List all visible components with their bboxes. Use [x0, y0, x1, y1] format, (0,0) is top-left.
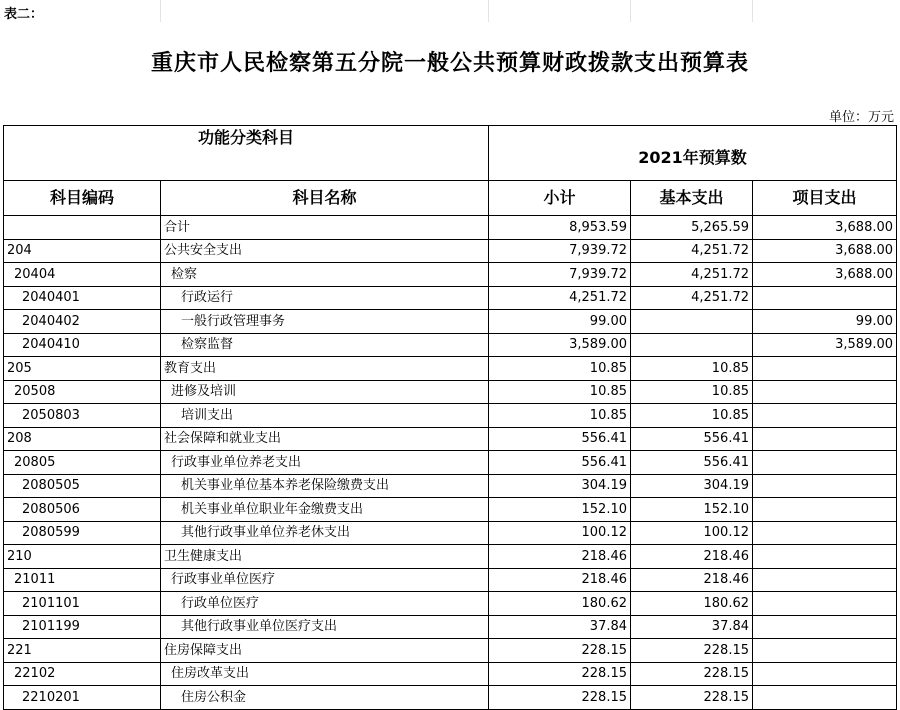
cell-basic: 218.46 [631, 568, 753, 592]
gridline [752, 0, 753, 22]
cell-subtotal: 8,953.59 [489, 216, 631, 240]
cell-name: 住房保障支出 [161, 639, 489, 663]
table-row [4, 615, 897, 639]
table-row [4, 498, 897, 522]
cell-code: 204 [4, 239, 161, 263]
cell-subtotal: 3,589.00 [489, 333, 631, 357]
header-basic: 基本支出 [631, 181, 753, 216]
table-row [4, 427, 897, 451]
cell-project [753, 545, 897, 569]
cell-name: 公共安全支出 [161, 239, 489, 263]
cell-subtotal: 180.62 [489, 592, 631, 616]
cell-project [753, 639, 897, 663]
header-code: 科目编码 [4, 181, 161, 216]
table-row [4, 686, 897, 710]
page-title: 重庆市人民检察第五分院一般公共预算财政拨款支出预算表 [150, 51, 749, 76]
cell-basic: 228.15 [631, 686, 753, 710]
cell-name: 培训支出 [161, 404, 489, 428]
cell-project [753, 286, 897, 310]
cell-code: 205 [4, 357, 161, 381]
table-row [4, 639, 897, 663]
cell-subtotal: 7,939.72 [489, 263, 631, 287]
cell-code: 2101199 [4, 615, 161, 639]
cell-basic: 4,251.72 [631, 263, 753, 287]
cell-name: 机关事业单位职业年金缴费支出 [161, 498, 489, 522]
table-row [4, 333, 897, 357]
cell-basic: 4,251.72 [631, 239, 753, 263]
cell-project [753, 568, 897, 592]
cell-project: 3,589.00 [753, 333, 897, 357]
header-function-category: 功能分类科目 [4, 126, 489, 181]
cell-name: 行政单位医疗 [161, 592, 489, 616]
cell-basic: 556.41 [631, 451, 753, 475]
cell-basic: 304.19 [631, 474, 753, 498]
cell-project: 99.00 [753, 310, 897, 334]
cell-code: 2210201 [4, 686, 161, 710]
cell-name: 行政事业单位养老支出 [161, 451, 489, 475]
cell-subtotal: 228.15 [489, 662, 631, 686]
cell-code: 2080599 [4, 521, 161, 545]
cell-name: 住房公积金 [161, 686, 489, 710]
cell-project [753, 357, 897, 381]
cell-code [4, 216, 161, 240]
table-row [4, 286, 897, 310]
table-row [4, 662, 897, 686]
cell-code: 221 [4, 639, 161, 663]
cell-name: 社会保障和就业支出 [161, 427, 489, 451]
cell-code: 20508 [4, 380, 161, 404]
cell-code: 2101101 [4, 592, 161, 616]
cell-project [753, 498, 897, 522]
cell-subtotal: 228.15 [489, 639, 631, 663]
cell-subtotal: 556.41 [489, 451, 631, 475]
cell-name: 检察 [161, 263, 489, 287]
cell-basic: 218.46 [631, 545, 753, 569]
cell-project [753, 451, 897, 475]
gridline [160, 0, 161, 22]
cell-basic [631, 333, 753, 357]
cell-code: 2040410 [4, 333, 161, 357]
budget-table [3, 125, 897, 710]
cell-code: 20404 [4, 263, 161, 287]
table-label: 表二： [4, 7, 44, 22]
cell-basic: 10.85 [631, 357, 753, 381]
cell-code: 2040402 [4, 310, 161, 334]
cell-name: 教育支出 [161, 357, 489, 381]
cell-basic: 556.41 [631, 427, 753, 451]
cell-basic: 4,251.72 [631, 286, 753, 310]
table-row [4, 310, 897, 334]
cell-code: 20805 [4, 451, 161, 475]
table-row [4, 521, 897, 545]
table-row [4, 263, 897, 287]
cell-subtotal: 99.00 [489, 310, 631, 334]
table-row [4, 239, 897, 263]
gridline [630, 0, 631, 22]
table-row [4, 216, 897, 240]
cell-project [753, 474, 897, 498]
cell-basic: 10.85 [631, 404, 753, 428]
cell-name: 卫生健康支出 [161, 545, 489, 569]
table-row [4, 404, 897, 428]
table-row [4, 474, 897, 498]
cell-basic: 10.85 [631, 380, 753, 404]
cell-basic: 180.62 [631, 592, 753, 616]
cell-subtotal: 100.12 [489, 521, 631, 545]
cell-code: 210 [4, 545, 161, 569]
cell-project [753, 615, 897, 639]
cell-basic: 228.15 [631, 662, 753, 686]
cell-code: 2080505 [4, 474, 161, 498]
cell-code: 22102 [4, 662, 161, 686]
cell-project: 3,688.00 [753, 263, 897, 287]
cell-subtotal: 556.41 [489, 427, 631, 451]
cell-name: 合计 [161, 216, 489, 240]
cell-subtotal: 10.85 [489, 357, 631, 381]
table-row [4, 357, 897, 381]
table-row [4, 592, 897, 616]
gridline [488, 0, 489, 22]
cell-name: 检察监督 [161, 333, 489, 357]
cell-name: 行政运行 [161, 286, 489, 310]
table-row [4, 545, 897, 569]
cell-project [753, 521, 897, 545]
cell-code: 21011 [4, 568, 161, 592]
cell-basic: 37.84 [631, 615, 753, 639]
cell-basic [631, 310, 753, 334]
cell-subtotal: 10.85 [489, 404, 631, 428]
header-group-row [4, 126, 897, 181]
cell-project [753, 427, 897, 451]
cell-name: 进修及培训 [161, 380, 489, 404]
unit-label: 单位：万元 [828, 110, 894, 125]
cell-basic: 5,265.59 [631, 216, 753, 240]
header-subtotal: 小计 [489, 181, 631, 216]
header-project: 项目支出 [753, 181, 897, 216]
cell-subtotal: 218.46 [489, 568, 631, 592]
cell-name: 行政事业单位医疗 [161, 568, 489, 592]
header-column-row [4, 181, 897, 216]
cell-subtotal: 4,251.72 [489, 286, 631, 310]
cell-subtotal: 218.46 [489, 545, 631, 569]
cell-name: 一般行政管理事务 [161, 310, 489, 334]
table-row [4, 451, 897, 475]
table-row [4, 380, 897, 404]
cell-name: 其他行政事业单位医疗支出 [161, 615, 489, 639]
cell-subtotal: 7,939.72 [489, 239, 631, 263]
cell-subtotal: 10.85 [489, 380, 631, 404]
cell-subtotal: 304.19 [489, 474, 631, 498]
table-row [4, 568, 897, 592]
cell-subtotal: 152.10 [489, 498, 631, 522]
cell-project [753, 592, 897, 616]
header-budget-2021: 2021年预算数 [489, 126, 897, 181]
cell-name: 机关事业单位基本养老保险缴费支出 [161, 474, 489, 498]
cell-code: 2080506 [4, 498, 161, 522]
cell-project [753, 380, 897, 404]
cell-code: 2050803 [4, 404, 161, 428]
cell-code: 2040401 [4, 286, 161, 310]
cell-project: 3,688.00 [753, 216, 897, 240]
cell-project: 3,688.00 [753, 239, 897, 263]
table-body [4, 216, 897, 710]
cell-project [753, 404, 897, 428]
cell-project [753, 662, 897, 686]
cell-project [753, 686, 897, 710]
cell-subtotal: 228.15 [489, 686, 631, 710]
cell-code: 208 [4, 427, 161, 451]
cell-name: 其他行政事业单位养老休支出 [161, 521, 489, 545]
header-name: 科目名称 [161, 181, 489, 216]
cell-basic: 152.10 [631, 498, 753, 522]
cell-basic: 100.12 [631, 521, 753, 545]
cell-subtotal: 37.84 [489, 615, 631, 639]
cell-name: 住房改革支出 [161, 662, 489, 686]
cell-basic: 228.15 [631, 639, 753, 663]
